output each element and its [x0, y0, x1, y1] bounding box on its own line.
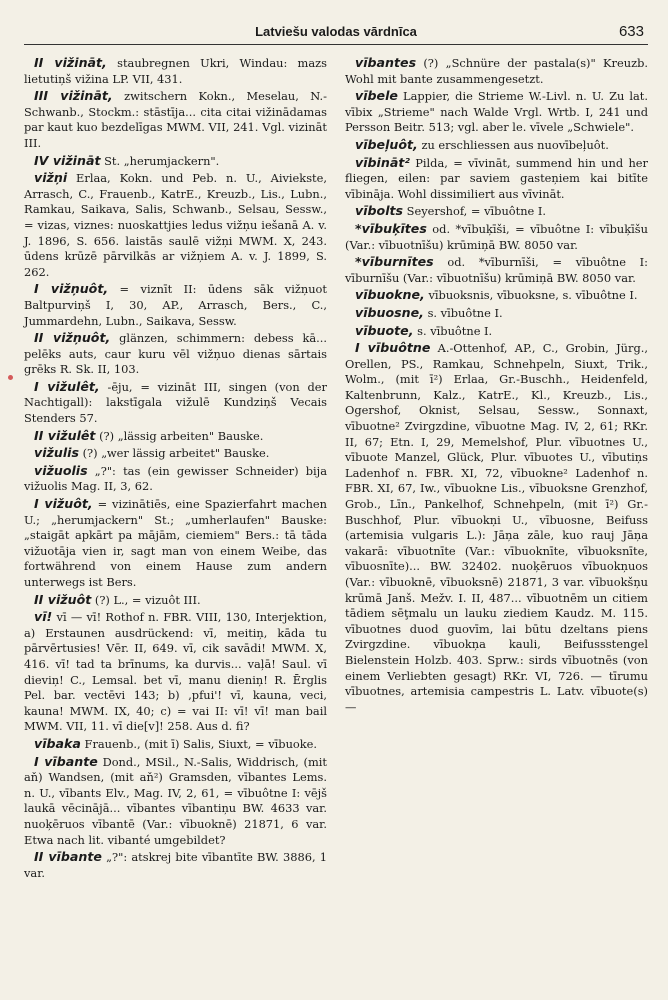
entry-headword: II vižuôt [34, 591, 92, 607]
right-column [345, 55, 648, 882]
entry-headword: II vižulêt [34, 427, 96, 443]
entry-definition: s. vībuôtne I. [413, 323, 493, 338]
entry-headword: IV vižināt [34, 152, 101, 168]
entry-definition: = vizinātiēs, eine Spazierfahrt machen U.; „herumjackern" St.; „umherlaufen" Bauske: „staigāt apkārt pa mājām, ciemiem" Bers.: tā tāda vižuotāja vien ir, sagt man von einem Weibe, das fortwährend von einem Hause zum andern unterwegs ist Bers. [24, 497, 327, 589]
page-title: Latviešu valodas vārdnīca [255, 24, 417, 39]
entry-headword: vižulis [34, 445, 79, 461]
page-header [24, 22, 648, 45]
dictionary-entry [24, 281, 327, 329]
dictionary-entry [345, 323, 648, 340]
page-number: 633 [618, 23, 644, 40]
columns [24, 55, 648, 882]
entry-definition: (?) „Schnüre der pastala(s)" Kreuzb. Wohl mit bante zusammengesetzt. [345, 56, 648, 86]
dictionary-entry [24, 379, 327, 427]
entry-definition: (?) L., = vizuôt III. [91, 592, 201, 607]
dictionary-entry [345, 340, 648, 715]
dictionary-entry [24, 592, 327, 609]
entry-headword: I vižulêt, [34, 378, 100, 394]
entry-headword: vībele [355, 88, 398, 104]
entry-headword: vībaka [34, 735, 81, 751]
entry-headword: I vībante [34, 753, 98, 769]
entry-definition: Erlaa, Kokn. und Peb. n. U., Aiviekste, Arrasch, C., Frauenb., KatrE., Kreuzb., Lis., Lubn., Ramkau, Saikava, Salis, Schwanb., Selsau, Sessw., = vizas, viznes: nuoskattjies ledus vižņu iešanā A. v. J. 1896, S. 656. laistās saulē vižņi MWM. X, 243. ūdens krūzē pārvilkās ar vižņiem A. v. J. 1899, S. 262. [24, 171, 327, 279]
entry-headword: III vižināt, [34, 88, 113, 104]
entry-definition: Lappier, die Strieme W.-Livl. n. U. Zu lat. vībix „Strieme" nach Walde Vrgl. Wrtb. I, 241 und Persson Beitr. 513; vgl. aber le. vīvele „Schwiele". [345, 89, 648, 135]
entry-definition: = viznīt II: ūdens sāk vižņuot Baltpurviņš I, 30, AP., Arrasch, Bers., C., Jummardehn, Lubn., Saikava, Sessw. [24, 282, 327, 328]
entry-headword: II vižņuôt, [34, 330, 111, 346]
entry-headword: vībuosne, [355, 304, 424, 320]
entry-headword: *vīburnītes [355, 254, 434, 270]
dictionary-entry [24, 428, 327, 445]
margin-dot-mark [8, 375, 13, 380]
entry-headword: vībuote, [355, 322, 414, 338]
dictionary-entry [24, 445, 327, 462]
entry-headword: vībolts [355, 203, 404, 219]
entry-definition: vībuoksnis, vībuoksne, s. vībuôtne I. [424, 288, 638, 303]
entry-headword: vībantes [355, 55, 417, 70]
entry-headword: vībuokne, [355, 287, 425, 303]
entry-definition: s. vībuôtne I. [423, 305, 503, 320]
dictionary-entry [24, 153, 327, 170]
entry-definition: „?": atskrej bite vībantīte BW. 3886, 1 var. [24, 850, 327, 880]
entry-headword: I vižņuôt, [34, 281, 109, 297]
entry-definition: (?) „wer lässig arbeitet" Bauske. [78, 446, 270, 461]
entry-headword: II vībante [34, 849, 102, 865]
entry-headword: vižņi [34, 170, 68, 186]
entry-headword: *vībuķītes [355, 220, 427, 236]
entry-definition: Pilda, = vīvināt, summend hin und her fliegen, eilen: par saviem gasteņiem kai bitīte vībināja. Wohl dissimiliert aus vīvināt. [345, 155, 648, 201]
entry-definition: staubregnen Ukri, Windau: mazs lietutiņš vižina LP. VII, 431. [24, 56, 328, 86]
dictionary-entry [24, 88, 327, 151]
dictionary-entry [24, 55, 327, 87]
dictionary-entry [345, 254, 648, 286]
entry-definition: Dond., MSil., N.-Salis, Widdrisch, (mit aň) Wandsen, (mit aň²) Gramsden, vībantes Lems. n. U., vībants Elv., Mag. IV, 2, 61, = vībuôtne I: vējš laukā vēcinājā... vībantes vībantiņu BW. 4633 var. nuoķēruos vībantē (Var.: vībuoknē) 21871, 6 var. Etwa nach lit. vibanté umgebildet? [24, 754, 328, 847]
entry-headword: vī! [34, 609, 53, 625]
entry-definition: od. *vībuķīši, = vībuôtne I: vībuķīšu (Var.: vībuotnīšu) krūmiņā BW. 8050 var. [345, 221, 648, 252]
dictionary-entry [345, 287, 648, 304]
dictionary-entry [24, 330, 327, 378]
dictionary-entry [345, 221, 648, 253]
entry-headword: vībeļuôt, [355, 136, 418, 152]
dictionary-entry [24, 609, 327, 735]
entry-definition: vī — vī! Rothof n. FBR. VIII, 130, Interjektion, a) Erstaunen ausdrückend: vī, meitiņ, kāda tu pārvērtusies! Vēr. II, 649. vī, cik savādi! MWM. X, 416. vī! tad ta brīnums, ka durvis... vaļā! Saul. vī dieviņ! C., Lemsal. bet vī, manu dieniņ! R. Ērglis Pel. bar. vectēvi 143; b) ‚pfui'! vī, kauna, veci, kauna! MWM. IX, 40; c) = vai II: vī! vī! man bail MWM. VII, 11. vī die[v]! 258. Aus d. fi? [24, 610, 327, 734]
dictionary-entry [24, 496, 327, 591]
entry-definition: (?) „lässig arbeiten" Bauske. [95, 428, 264, 443]
left-column [24, 55, 327, 882]
dictionary-entry [345, 155, 648, 203]
entry-definition: zu erschliessen aus nuovībeļuôt. [417, 137, 609, 152]
entry-definition: St. „herumjackern". [100, 153, 220, 168]
entry-headword: vībināt² [355, 154, 410, 170]
entry-definition: -ēju, = vizināt III, singen (von der Nachtigall): lakstīgala vižulē Kundziņš Vecais Stenders 57. [24, 379, 327, 426]
entry-headword: I vībuôtne [355, 340, 431, 356]
dictionary-entry [345, 305, 648, 322]
entry-definition: A.-Ottenhof, AP., C., Grobin, Jürg., Orellen, PS., Ramkau, Schnehpeln, Siuxt, Trik., Wolm., (mit ī²) Erlaa, Gr.-Buschh., Heidenfeld, Kaltenbrunn, Kalz., KatrE., Kl., Kreuzb., Lis., Ogershof, Oknist, Selsau, Sessw., Sonnaxt, vībuotne² Zvirgzdine, vībuotne Mag. IV, 2, 61; RKr. II, 67; Etn. I, 29, Memelshof, Plur. vībuotnes U., vībuote Manzel, Glück, Plur. vībuotes U., vībutiņs Ladenhof n. FBR. XI, 72, vībuokne² Ladenhof n. FBR. XI, 67, Iw., vībuokne Lis., vībuoksne Grenzhof, Grob., Līn., Pankelhof, Schnehpeln, (mit ī²) Gr.-Buschhof, Plur. vībuokņi U., vībuosne, Beifuss (artemisia vulgaris L.): Jāņa zāle, kuo rauj Jāņa vakarā: vībuotnīte (Var.: vībuoknīte, vībuoksnīte, vībuosnīte)... BW. 32402. nuoķēruos vībuokņuos (Var.: vībuoknē, vībuoksnē) 21871, 3 var. vībuokšņu krūmā Janš. Mežv. I. II, 487... vībuotnēm un citiem tādiem sēţmalu un lauku ziediem Kaudz. M. 115. vībuotnes duod guovīm, lai būtu dzeltans piens Zvirgzdine. vībuokņa kauli, Beifussstengel Bielenstein Holzb. 403. Sprw.: sirds vībuotnēs (von einem Verliebten gesagt) RKr. VI, 726. — tīrumu vībuotnes, artemisia campestris L. Latv. vībuote(s) — [345, 341, 648, 714]
entry-definition: od. *vīburnīši, = vībuôtne I: vīburnīšu (Var.: vībuotnīšu) krūmiņā BW. 8050 var. [345, 255, 648, 285]
entry-headword: II vižināt, [34, 55, 107, 70]
dictionary-entry [24, 754, 327, 849]
dictionary-entry [345, 137, 648, 154]
entry-definition: Frauenb., (mit ī) Salis, Siuxt, = vībuoke. [80, 736, 318, 751]
dictionary-entry [24, 170, 327, 280]
dictionary-entry [345, 88, 648, 136]
dictionary-entry [345, 55, 648, 87]
entry-definition: glänzen, schimmern: debess kā... pelēks auts, caur kuru vēl vižņuo dienas sārtais grēks R. Sk. II, 103. [24, 331, 327, 377]
entry-headword: I vižuôt, [34, 496, 93, 512]
dictionary-entry [24, 849, 327, 881]
entry-definition: Seyershof, = vībuôtne I. [403, 204, 547, 219]
dictionary-entry [24, 463, 327, 495]
dictionary-entry [345, 203, 648, 220]
dictionary-entry [24, 736, 327, 753]
entry-definition: „?": tas (ein gewisser Schneider) bija vižuolis Mag. II, 3, 62. [24, 463, 327, 494]
entry-definition: zwitschern Kokn., Meselau, N.-Schwanb., Stockm.: stāstīja... cita citai vižinādamas par kaut kuo bezdelīgas MWM. VII, 241. Vgl. vizināt III. [24, 89, 327, 150]
entry-headword: vižuolis [34, 462, 88, 478]
